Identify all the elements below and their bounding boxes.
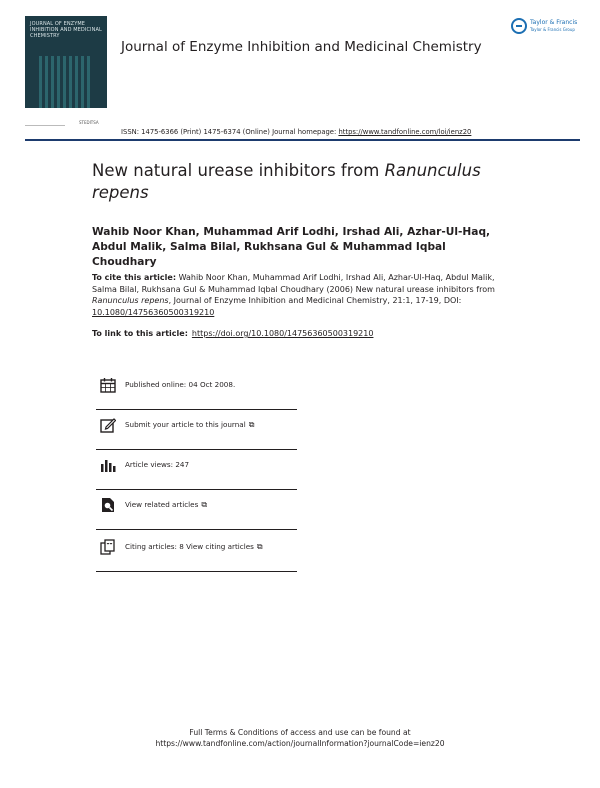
published-online-label: Published online: 04 Oct 2008. — [125, 380, 236, 389]
journal-title: Journal of Enzyme Inhibition and Medicinal Chemistry — [121, 39, 482, 55]
publisher-small-mark — [25, 120, 107, 128]
publisher-logo-name: Taylor & Francis — [530, 19, 578, 26]
taylor-francis-logo[interactable] — [511, 16, 583, 40]
external-link-icon: ⧉ — [256, 542, 263, 551]
issn-line — [121, 128, 471, 136]
article-title-species: Ranunculus repens — [92, 161, 481, 202]
article-authors: Wahib Noor Khan, Muhammad Arif Lodhi, Irshad Ali, Azhar-Ul-Haq, Abdul Malik, Salma Bilal, Rukhsana Gul & Muhammad Iqbal Choudhary — [92, 226, 491, 268]
article-title: New natural urease inhibitors from Ranunculus repens — [92, 161, 481, 202]
citing-articles-item[interactable] — [96, 532, 297, 572]
related-articles-link[interactable]: View related articles ⧉ — [125, 500, 208, 509]
doi-link[interactable]: 10.1080/14756360500319210 — [92, 307, 215, 317]
calendar-icon — [100, 377, 116, 393]
external-link-icon: ⧉ — [201, 500, 208, 509]
article-link-line — [92, 328, 502, 339]
link-lead: To link to this article: — [92, 329, 188, 338]
article-doi-url[interactable]: https://doi.org/10.1080/14756360500319210 — [191, 329, 374, 338]
article-views-label: Article views: 247 — [125, 460, 190, 469]
article-views-item — [96, 450, 297, 490]
issn-text: ISSN: 1475-6366 (Print) 1475-6374 (Online) Journal homepage: — [121, 128, 339, 136]
related-articles-item[interactable] — [96, 490, 297, 530]
bar-chart-icon — [100, 457, 116, 473]
citation-block: To cite this article: Wahib Noor Khan, Muhammad Arif Lodhi, Irshad Ali, Azhar-Ul-Haq, Abdul Malik, Salma Bilal, Rukhsana Gul & Muhammad Iqbal Choudhary (2006) New natural urease inhibitors from Ranunculus repens, Journal of Enzyme Inhibition and Medicinal Chemistry, 21:1, 17-19, DOI: 10.1080/14756360500319210 — [92, 273, 495, 317]
cover-pattern — [39, 56, 93, 108]
external-link-icon: ⧉ — [248, 420, 255, 429]
terms-url-link[interactable]: https://www.tandfonline.com/action/journalInformation?journalCode=ienz20 — [155, 739, 445, 748]
cover-title: JOURNAL OF ENZYME INHIBITION AND MEDICINAL CHEMISTRY — [30, 21, 102, 39]
published-online-item — [96, 370, 297, 410]
terms-footer — [0, 727, 600, 749]
journal-homepage-link[interactable]: https://www.tandfonline.com/loi/ienz20 — [338, 128, 472, 136]
search-document-icon — [100, 497, 116, 513]
submit-article-link[interactable]: Submit your article to this journal ⧉ — [125, 420, 255, 429]
edit-icon — [100, 417, 116, 433]
terms-line: Full Terms & Conditions of access and use can be found at — [189, 728, 411, 737]
publisher-logo-tagline: Taylor & Francis Group — [530, 27, 575, 32]
citing-articles-icon — [100, 539, 116, 555]
submit-article-item[interactable] — [96, 410, 297, 450]
journal-cover-image — [25, 16, 107, 108]
header-divider — [25, 139, 580, 141]
citation-lead: To cite this article: — [92, 273, 177, 282]
publisher-small-label: STEDITSA — [79, 120, 99, 125]
publisher-logo-icon — [511, 18, 527, 34]
citing-articles-link[interactable]: Citing articles: 8 View citing articles ⧉ — [125, 542, 263, 551]
